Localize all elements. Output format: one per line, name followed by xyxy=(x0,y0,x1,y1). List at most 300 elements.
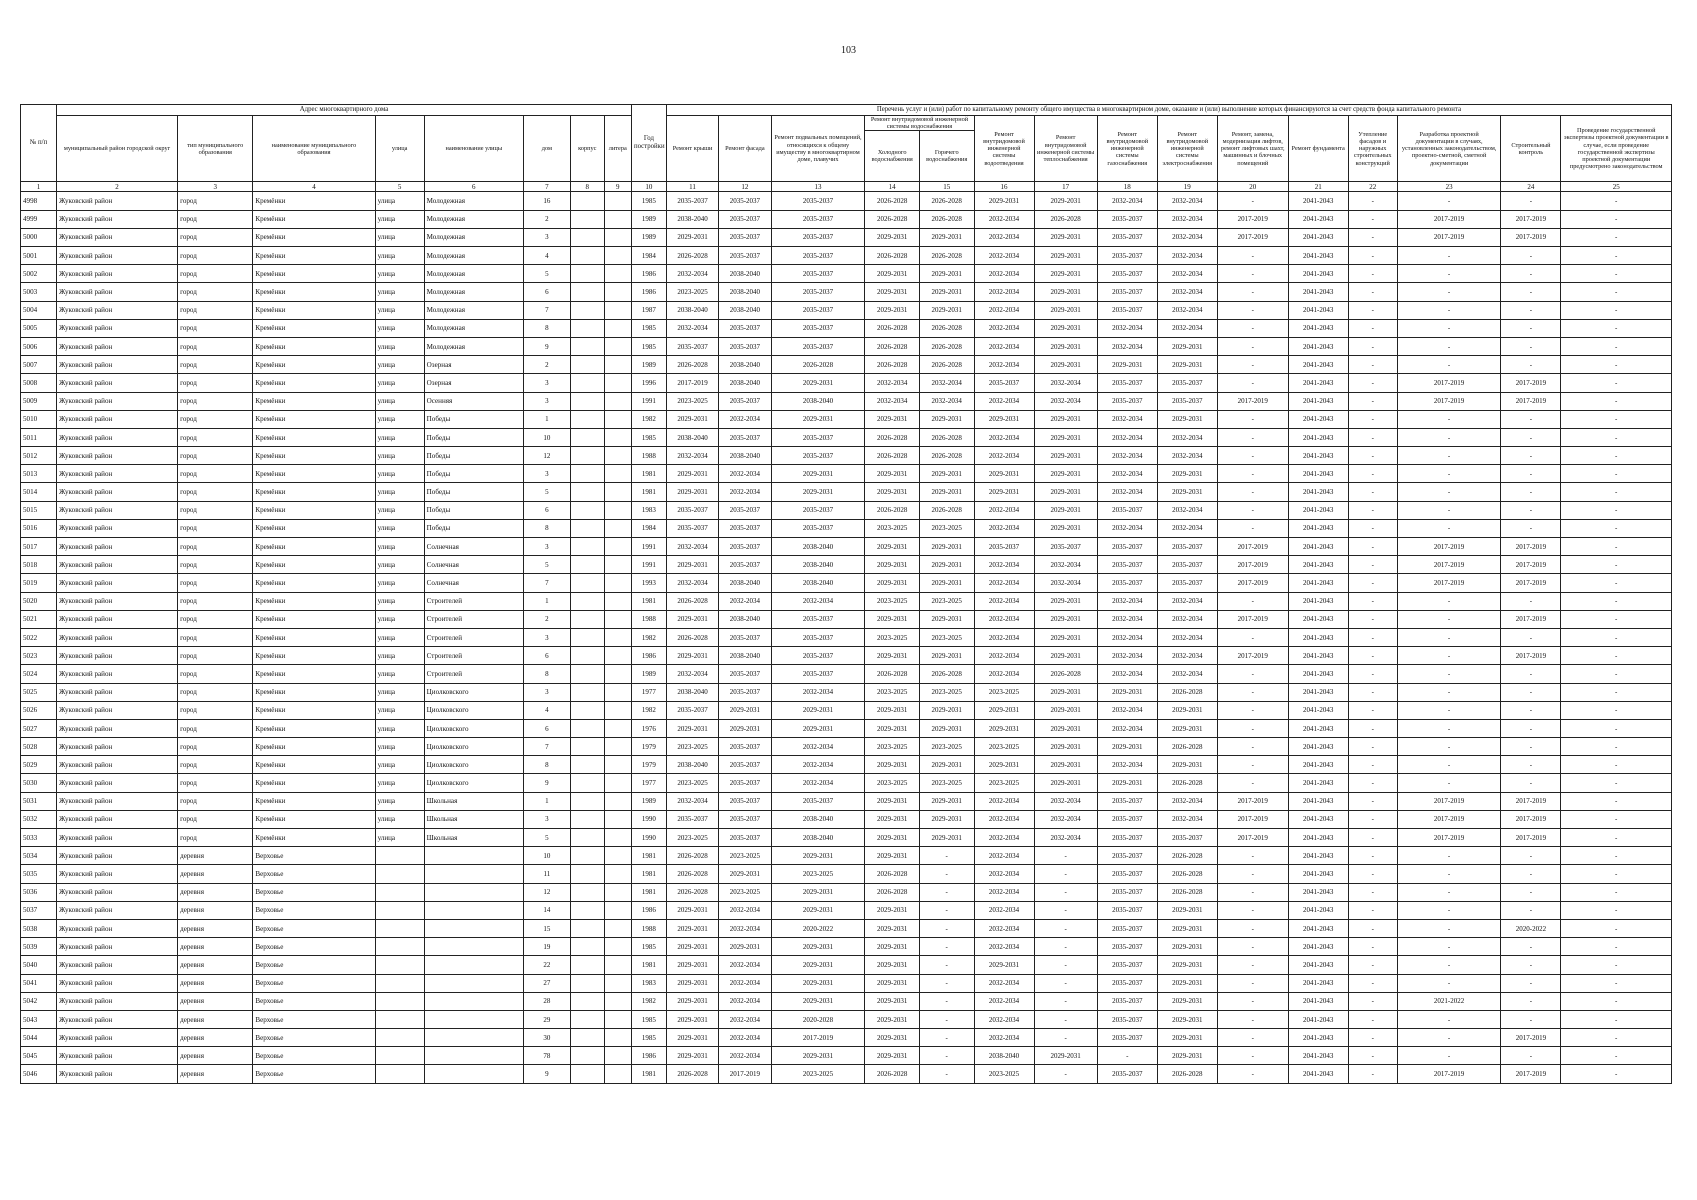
table-cell xyxy=(570,319,604,337)
table-cell: - xyxy=(1348,829,1397,847)
table-cell: 3 xyxy=(523,465,570,483)
table-cell: 2029-2031 xyxy=(919,701,974,719)
table-cell: Солнечная xyxy=(424,574,523,592)
table-cell: 2041-2043 xyxy=(1288,283,1348,301)
table-cell: 2026-2028 xyxy=(919,447,974,465)
table-cell: 5030 xyxy=(21,774,57,792)
table-cell: 2029-2031 xyxy=(666,1010,718,1028)
table-cell: 2029-2031 xyxy=(719,701,771,719)
table-cell: 2026-2028 xyxy=(919,210,974,228)
table-cell: - xyxy=(1561,756,1672,774)
table-cell xyxy=(424,1065,523,1083)
table-cell: 2029-2031 xyxy=(865,610,920,628)
table-cell: 2041-2043 xyxy=(1288,992,1348,1010)
table-cell: 5040 xyxy=(21,956,57,974)
table-cell: 5016 xyxy=(21,519,57,537)
table-cell: - xyxy=(919,938,974,956)
table-cell: 2041-2043 xyxy=(1288,574,1348,592)
table-cell: 2029-2031 xyxy=(919,810,974,828)
table-cell: 2035-2037 xyxy=(719,337,771,355)
table-cell: 2035-2037 xyxy=(719,228,771,246)
table-row xyxy=(21,974,1672,992)
table-cell: 2032-2034 xyxy=(1157,301,1217,319)
table-cell: - xyxy=(1561,701,1672,719)
table-cell xyxy=(424,919,523,937)
table-cell: улица xyxy=(375,719,424,737)
table-cell xyxy=(424,883,523,901)
table-cell: 2041-2043 xyxy=(1288,774,1348,792)
table-cell: 2032-2034 xyxy=(1157,665,1217,683)
table-cell: 2041-2043 xyxy=(1288,901,1348,919)
table-cell: Победы xyxy=(424,447,523,465)
table-cell: - xyxy=(1348,974,1397,992)
table-cell: 2029-2031 xyxy=(919,301,974,319)
table-cell: 2032-2034 xyxy=(1034,792,1097,810)
table-cell: 5034 xyxy=(21,847,57,865)
table-cell: 2029-2031 xyxy=(1034,283,1097,301)
table-cell: Жуковский район xyxy=(57,356,178,374)
table-cell: 2035-2037 xyxy=(1097,829,1157,847)
table-cell xyxy=(570,428,604,446)
table-cell: 2035-2037 xyxy=(1097,228,1157,246)
table-cell xyxy=(604,1047,631,1065)
table-cell: 2035-2037 xyxy=(1097,247,1157,265)
table-cell: 1989 xyxy=(631,228,666,246)
table-cell: - xyxy=(919,919,974,937)
table-cell: 2032-2034 xyxy=(974,919,1034,937)
table-cell: 2029-2031 xyxy=(1157,756,1217,774)
table-cell: 2029-2031 xyxy=(865,992,920,1010)
table-cell: город xyxy=(178,356,253,374)
table-cell: Кремёнки xyxy=(253,356,375,374)
table-cell: 2032-2034 xyxy=(919,392,974,410)
table-cell: 2029-2031 xyxy=(771,719,865,737)
table-cell: - xyxy=(1501,319,1561,337)
table-cell: 2035-2037 xyxy=(719,428,771,446)
table-cell xyxy=(604,829,631,847)
table-cell: 2038-2040 xyxy=(771,810,865,828)
table-cell: 28 xyxy=(523,992,570,1010)
column-number: 15 xyxy=(919,182,974,192)
table-cell: 2029-2031 xyxy=(919,610,974,628)
table-cell: 2035-2037 xyxy=(1097,538,1157,556)
table-cell: 2035-2037 xyxy=(771,647,865,665)
table-cell: 2032-2034 xyxy=(974,337,1034,355)
col-project: Разработка проектной документации в случаях, установленных законодательством, проектно-сметной, сметной документации xyxy=(1397,116,1501,182)
table-cell: 2023-2025 xyxy=(771,1065,865,1083)
table-cell: 2032-2034 xyxy=(1034,392,1097,410)
table-cell: - xyxy=(1501,883,1561,901)
table-cell: 2023-2025 xyxy=(719,883,771,901)
table-cell: 2029-2031 xyxy=(1034,428,1097,446)
table-cell xyxy=(604,247,631,265)
table-cell: 3 xyxy=(523,374,570,392)
table-cell: 2029-2031 xyxy=(974,192,1034,210)
table-cell: 2026-2028 xyxy=(666,628,718,646)
table-cell: 6 xyxy=(523,501,570,519)
table-cell: 2032-2034 xyxy=(974,319,1034,337)
table-cell: улица xyxy=(375,283,424,301)
table-cell: - xyxy=(1501,301,1561,319)
table-row xyxy=(21,792,1672,810)
table-cell: - xyxy=(1561,901,1672,919)
table-cell xyxy=(604,301,631,319)
table-cell: Жуковский район xyxy=(57,228,178,246)
table-cell: 2041-2043 xyxy=(1288,738,1348,756)
table-cell: 2026-2028 xyxy=(919,192,974,210)
table-cell: 2029-2031 xyxy=(1034,356,1097,374)
table-cell: 10 xyxy=(523,847,570,865)
table-cell: 2035-2037 xyxy=(1097,901,1157,919)
table-cell: 2023-2025 xyxy=(865,628,920,646)
table-cell: 2029-2031 xyxy=(919,265,974,283)
table-cell xyxy=(570,265,604,283)
table-row xyxy=(21,901,1672,919)
table-cell xyxy=(570,992,604,1010)
table-cell: город xyxy=(178,756,253,774)
col-type: тип муниципального образования xyxy=(178,116,253,182)
table-cell: - xyxy=(1348,356,1397,374)
table-row xyxy=(21,319,1672,337)
table-cell: 3 xyxy=(523,628,570,646)
table-cell: город xyxy=(178,738,253,756)
table-cell xyxy=(604,1065,631,1083)
table-row xyxy=(21,428,1672,446)
table-cell: - xyxy=(1217,683,1288,701)
table-cell: 14 xyxy=(523,901,570,919)
table-cell: - xyxy=(1348,247,1397,265)
table-cell: 2032-2034 xyxy=(719,1047,771,1065)
table-cell: 4998 xyxy=(21,192,57,210)
table-cell: 2029-2031 xyxy=(865,574,920,592)
table-cell: 2032-2034 xyxy=(974,1029,1034,1047)
table-cell: - xyxy=(1501,519,1561,537)
table-cell: 2026-2028 xyxy=(919,337,974,355)
table-cell: - xyxy=(1397,410,1501,428)
table-row xyxy=(21,829,1672,847)
table-cell: - xyxy=(1348,865,1397,883)
table-cell: 5031 xyxy=(21,792,57,810)
table-cell: - xyxy=(1348,719,1397,737)
table-cell xyxy=(570,228,604,246)
table-cell: 1993 xyxy=(631,574,666,592)
table-cell: 2023-2025 xyxy=(974,683,1034,701)
table-cell: город xyxy=(178,374,253,392)
table-cell: 2032-2034 xyxy=(1034,574,1097,592)
table-cell: Верховье xyxy=(253,1047,375,1065)
column-number-row xyxy=(21,182,1672,192)
table-cell: 2029-2031 xyxy=(666,556,718,574)
table-cell: - xyxy=(1348,428,1397,446)
table-cell xyxy=(604,228,631,246)
table-cell: 2032-2034 xyxy=(1157,428,1217,446)
table-cell: 2029-2031 xyxy=(1034,465,1097,483)
table-cell: 2041-2043 xyxy=(1288,956,1348,974)
table-cell: 2032-2034 xyxy=(719,465,771,483)
col-heat: Ремонт внутридомовой инженерной системы теплоснабжения xyxy=(1034,116,1097,182)
table-cell: 2029-2031 xyxy=(865,647,920,665)
table-cell: 2032-2034 xyxy=(1157,228,1217,246)
table-cell: - xyxy=(1217,738,1288,756)
table-cell: Жуковский район xyxy=(57,792,178,810)
table-cell: 1989 xyxy=(631,356,666,374)
table-cell: - xyxy=(1561,1010,1672,1028)
table-cell: 5002 xyxy=(21,265,57,283)
table-cell: 5007 xyxy=(21,356,57,374)
table-cell: Кремёнки xyxy=(253,829,375,847)
table-cell xyxy=(424,865,523,883)
table-cell: 2035-2037 xyxy=(771,265,865,283)
column-number: 20 xyxy=(1217,182,1288,192)
table-cell xyxy=(570,610,604,628)
table-cell: 2023-2025 xyxy=(865,592,920,610)
table-cell xyxy=(570,756,604,774)
table-cell: Победы xyxy=(424,519,523,537)
table-cell xyxy=(604,847,631,865)
table-cell: 2029-2031 xyxy=(1034,192,1097,210)
table-cell: - xyxy=(1397,301,1501,319)
table-cell: - xyxy=(919,865,974,883)
table-cell: 3 xyxy=(523,810,570,828)
table-cell: 2029-2031 xyxy=(865,829,920,847)
table-cell: 2038-2040 xyxy=(719,610,771,628)
table-cell: 2029-2031 xyxy=(1034,228,1097,246)
table-cell: 2023-2025 xyxy=(974,738,1034,756)
table-cell: - xyxy=(1561,228,1672,246)
table-cell xyxy=(604,647,631,665)
table-cell: 2032-2034 xyxy=(666,538,718,556)
table-cell: 2032-2034 xyxy=(719,1010,771,1028)
table-row xyxy=(21,1029,1672,1047)
table-cell: - xyxy=(919,847,974,865)
table-cell: 3 xyxy=(523,228,570,246)
table-cell: Жуковский район xyxy=(57,610,178,628)
table-cell: 2029-2031 xyxy=(974,756,1034,774)
table-cell: 2035-2037 xyxy=(666,810,718,828)
table-cell: 2035-2037 xyxy=(1097,374,1157,392)
table-cell: 2032-2034 xyxy=(974,938,1034,956)
table-cell: - xyxy=(1348,792,1397,810)
table-cell: 2029-2031 xyxy=(1034,265,1097,283)
table-cell: 1986 xyxy=(631,1047,666,1065)
table-row xyxy=(21,447,1672,465)
table-cell: - xyxy=(1561,247,1672,265)
table-cell: - xyxy=(1561,283,1672,301)
table-cell xyxy=(604,774,631,792)
table-cell: - xyxy=(1561,810,1672,828)
table-cell: 5022 xyxy=(21,628,57,646)
table-cell: 2032-2034 xyxy=(1157,319,1217,337)
table-cell: 2029-2031 xyxy=(1034,738,1097,756)
table-cell xyxy=(570,592,604,610)
table-cell: город xyxy=(178,774,253,792)
table-cell: - xyxy=(1561,392,1672,410)
table-cell: 2038-2040 xyxy=(719,265,771,283)
table-cell: 2032-2034 xyxy=(1097,756,1157,774)
col-elevator: Ремонт, замена, модернизация лифтов, ремонт лифтовых шахт, машинных и блочных помещений xyxy=(1217,116,1288,182)
col-num: № п/п xyxy=(21,105,57,182)
table-cell: 2017-2019 xyxy=(666,374,718,392)
table-cell: 2029-2031 xyxy=(1157,974,1217,992)
table-cell: 2029-2031 xyxy=(771,701,865,719)
table-cell: - xyxy=(1217,483,1288,501)
table-cell: 2032-2034 xyxy=(974,210,1034,228)
col-water-group: Ремонт внутридомовой инженерной системы водоснабжения xyxy=(865,116,974,131)
table-cell: - xyxy=(1561,938,1672,956)
table-cell: - xyxy=(1561,647,1672,665)
table-cell: - xyxy=(1561,1065,1672,1083)
table-cell: - xyxy=(1348,519,1397,537)
table-cell: - xyxy=(1348,556,1397,574)
table-cell: 2017-2019 xyxy=(1501,810,1561,828)
table-cell: Кремёнки xyxy=(253,628,375,646)
table-cell: - xyxy=(1034,1029,1097,1047)
table-cell: 2017-2019 xyxy=(1501,1065,1561,1083)
table-cell: 1985 xyxy=(631,337,666,355)
table-cell: 2029-2031 xyxy=(1034,756,1097,774)
table-cell: 2026-2028 xyxy=(771,356,865,374)
table-cell: - xyxy=(1034,974,1097,992)
table-cell xyxy=(424,847,523,865)
table-cell: Жуковский район xyxy=(57,665,178,683)
table-cell: - xyxy=(1217,519,1288,537)
table-cell: улица xyxy=(375,810,424,828)
table-cell: Жуковский район xyxy=(57,483,178,501)
table-cell: 2 xyxy=(523,210,570,228)
table-cell: 2029-2031 xyxy=(1157,1029,1217,1047)
table-cell xyxy=(604,683,631,701)
table-cell xyxy=(604,792,631,810)
table-cell: 2026-2028 xyxy=(865,428,920,446)
table-cell: 2029-2031 xyxy=(865,228,920,246)
table-cell xyxy=(375,883,424,901)
table-cell: 2038-2040 xyxy=(719,356,771,374)
table-cell: 2032-2034 xyxy=(974,428,1034,446)
table-cell: 2029-2031 xyxy=(1034,719,1097,737)
table-cell: 5045 xyxy=(21,1047,57,1065)
table-cell: - xyxy=(1397,337,1501,355)
table-cell: - xyxy=(1348,392,1397,410)
col-control: Строительный контроль xyxy=(1501,116,1561,182)
table-cell xyxy=(604,719,631,737)
table-cell: 2017-2019 xyxy=(1397,829,1501,847)
table-cell: - xyxy=(1501,410,1561,428)
table-body xyxy=(21,192,1672,1083)
table-cell xyxy=(604,356,631,374)
table-cell xyxy=(570,392,604,410)
table-cell xyxy=(424,974,523,992)
table-cell: 2035-2037 xyxy=(719,192,771,210)
table-cell: 8 xyxy=(523,519,570,537)
table-cell: 2029-2031 xyxy=(666,956,718,974)
table-cell: - xyxy=(1561,410,1672,428)
table-cell: 2017-2019 xyxy=(1397,792,1501,810)
table-cell: город xyxy=(178,829,253,847)
table-cell: город xyxy=(178,701,253,719)
column-number: 16 xyxy=(974,182,1034,192)
column-number: 4 xyxy=(253,182,375,192)
table-row xyxy=(21,883,1672,901)
table-cell: 2029-2031 xyxy=(666,938,718,956)
table-cell: 2029-2031 xyxy=(865,301,920,319)
table-cell: 2032-2034 xyxy=(1034,810,1097,828)
table-cell xyxy=(570,665,604,683)
table-cell xyxy=(604,992,631,1010)
table-cell: 2032-2034 xyxy=(974,247,1034,265)
table-cell: 2029-2031 xyxy=(666,228,718,246)
table-cell: 2017-2019 xyxy=(1501,610,1561,628)
table-cell: 2029-2031 xyxy=(1157,919,1217,937)
table-cell: 2032-2034 xyxy=(974,665,1034,683)
table-cell: - xyxy=(1348,319,1397,337)
table-cell: Кремёнки xyxy=(253,574,375,592)
table-cell: 2029-2031 xyxy=(1157,356,1217,374)
table-cell: Кремёнки xyxy=(253,392,375,410)
table-cell: Верховье xyxy=(253,883,375,901)
table-cell: деревня xyxy=(178,1029,253,1047)
table-cell: 2035-2037 xyxy=(719,392,771,410)
table-cell: Строителей xyxy=(424,665,523,683)
table-cell: 2017-2019 xyxy=(1397,538,1501,556)
table-cell: - xyxy=(1561,974,1672,992)
table-cell: - xyxy=(1348,592,1397,610)
table-cell: 2029-2031 xyxy=(1157,956,1217,974)
table-cell: 2017-2019 xyxy=(1217,392,1288,410)
table-cell: 5037 xyxy=(21,901,57,919)
table-cell: улица xyxy=(375,538,424,556)
table-cell: - xyxy=(1397,483,1501,501)
table-cell: город xyxy=(178,283,253,301)
table-cell: улица xyxy=(375,756,424,774)
table-cell: 2026-2028 xyxy=(919,356,974,374)
table-cell: 5046 xyxy=(21,1065,57,1083)
table-cell: 2029-2031 xyxy=(865,901,920,919)
table-cell: 2029-2031 xyxy=(865,556,920,574)
table-cell: - xyxy=(1034,901,1097,919)
table-cell: 1982 xyxy=(631,410,666,428)
table-cell: Верховье xyxy=(253,938,375,956)
table-cell: - xyxy=(1501,847,1561,865)
table-cell: Жуковский район xyxy=(57,883,178,901)
table-cell xyxy=(604,810,631,828)
table-cell xyxy=(604,610,631,628)
table-cell: 5024 xyxy=(21,665,57,683)
table-cell: Солнечная xyxy=(424,538,523,556)
table-cell: 2032-2034 xyxy=(666,447,718,465)
table-cell: 5003 xyxy=(21,283,57,301)
table-cell xyxy=(570,792,604,810)
table-cell: 2041-2043 xyxy=(1288,1029,1348,1047)
table-cell: 2023-2025 xyxy=(666,829,718,847)
table-cell: - xyxy=(1561,556,1672,574)
table-cell: Циолковского xyxy=(424,701,523,719)
table-cell xyxy=(604,192,631,210)
table-cell: 2029-2031 xyxy=(919,483,974,501)
table-cell: улица xyxy=(375,356,424,374)
table-cell: 5018 xyxy=(21,556,57,574)
table-cell: Строителей xyxy=(424,592,523,610)
column-number: 2 xyxy=(57,182,178,192)
table-cell: - xyxy=(1348,210,1397,228)
table-cell: 10 xyxy=(523,428,570,446)
table-cell: 5029 xyxy=(21,756,57,774)
table-cell: - xyxy=(1397,628,1501,646)
table-cell: 2017-2019 xyxy=(771,1029,865,1047)
table-cell xyxy=(570,847,604,865)
table-cell: 2035-2037 xyxy=(1097,883,1157,901)
table-cell: 2035-2037 xyxy=(771,228,865,246)
table-cell: 2035-2037 xyxy=(666,337,718,355)
